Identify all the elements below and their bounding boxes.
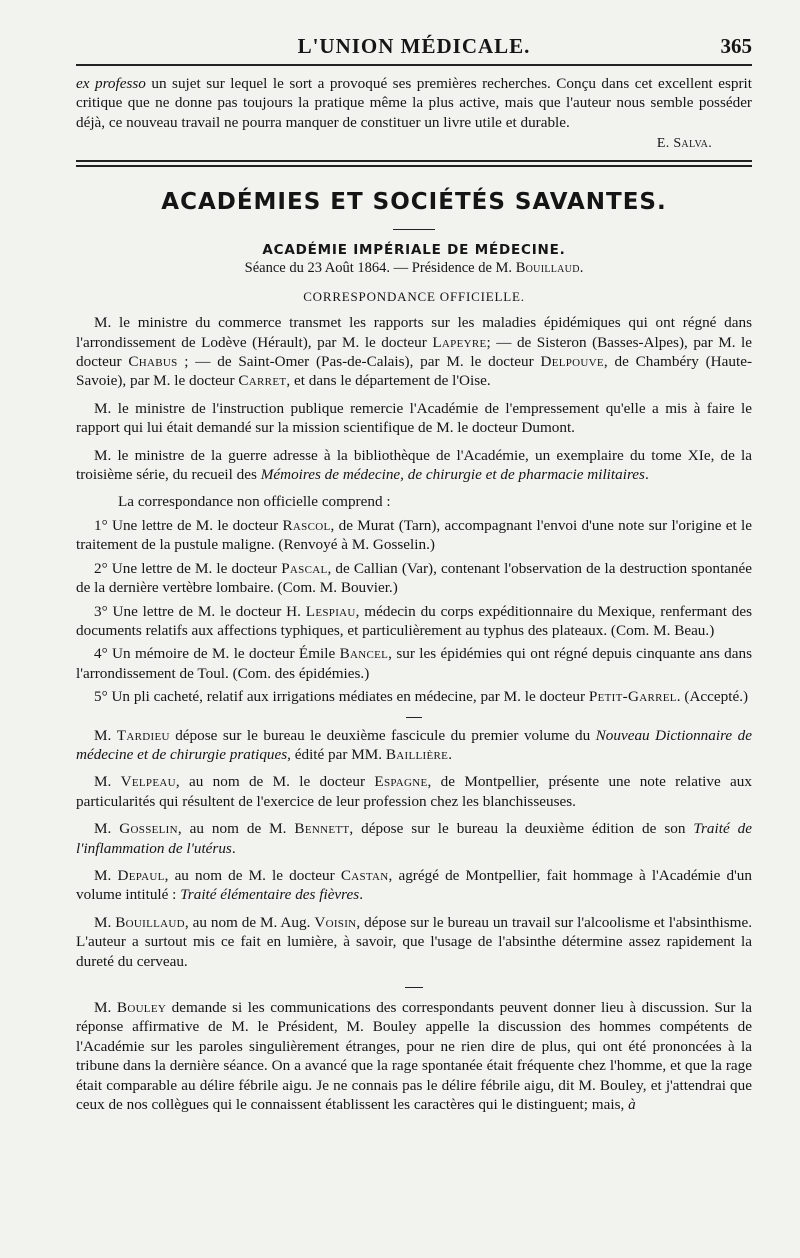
section-double-rule bbox=[76, 160, 752, 167]
text: , de Callian (Var), contenant l'observation de la destruction spontanée de la dernière vertèbre lombaire. (Com. M. Bouvier.) bbox=[76, 559, 752, 597]
text: 5° Un pli cacheté, relatif aux irrigations médiates en médecine, par M. le docteur bbox=[94, 688, 589, 706]
text: M. le ministre du commerce transmet les rapports sur les maladies épidémiques qui ont régné dans l'arrondissement de Lodève (Hérault), par M. le docteur bbox=[76, 314, 752, 351]
person-name: Carret bbox=[238, 372, 287, 390]
unofficial-item-1 bbox=[76, 516, 752, 555]
text: . (Accepté.) bbox=[676, 688, 749, 706]
italic-title: Traité de l'inflammation de l'utérus bbox=[76, 820, 752, 857]
session-line bbox=[76, 260, 752, 277]
text: . bbox=[231, 839, 236, 857]
person-name: Velpeau bbox=[120, 773, 176, 791]
text: , de Murat (Tarn), accompagnant l'envoi d'une note sur l'origine et le traitement de la pustule maligne. (Renvoyé à M. Gosselin.) bbox=[76, 516, 752, 554]
presentation-4 bbox=[76, 866, 752, 905]
unofficial-item-4 bbox=[76, 644, 752, 683]
text: , dépose sur le bureau un travail sur l'alcoolisme et l'absinthisme. L'auteur a surtout mis ce fait en lumière, à savoir, que l'usage de l'absinthe détermine assez rapidement la dureté du cerveau. bbox=[76, 913, 753, 970]
text: , édité par MM. bbox=[287, 745, 386, 763]
session-text: Séance du 23 Août 1864. — Présidence de M. bbox=[244, 260, 516, 277]
italic-title: Traité élémentaire des fièvres bbox=[180, 886, 360, 904]
text: , sur les épidémies qui ont régné depuis cinquante ans dans l'arrondissement de Toul. (Com. des épidémies.) bbox=[76, 645, 752, 682]
person-name: Depaul bbox=[117, 866, 165, 884]
correspondence-heading: CORRESPONDANCE OFFICIELLE. bbox=[303, 289, 525, 305]
person-name: Delpouve bbox=[540, 353, 604, 371]
presentation-3 bbox=[76, 819, 752, 858]
text: . bbox=[644, 466, 649, 484]
page-number: 365 bbox=[720, 34, 752, 58]
unofficial-item-3 bbox=[76, 602, 752, 641]
text: , au nom de M. bbox=[177, 820, 295, 838]
text: , au nom de M. le docteur bbox=[164, 866, 341, 884]
session-end: . bbox=[579, 260, 584, 277]
text: M. bbox=[94, 866, 118, 884]
text: M. bbox=[94, 999, 117, 1016]
short-rule bbox=[393, 229, 435, 230]
president-name: Bouillaud bbox=[515, 260, 580, 277]
text: M. bbox=[94, 820, 120, 838]
unofficial-item-2 bbox=[76, 559, 752, 598]
presentation-2 bbox=[76, 772, 752, 811]
person-name: Bouillaud bbox=[115, 913, 185, 931]
text: 4° Un mémoire de M. le docteur Émile bbox=[94, 645, 340, 663]
separator-dash bbox=[406, 717, 422, 718]
text: , au nom de M. Aug. bbox=[184, 913, 315, 931]
person-name: Bouley bbox=[116, 999, 167, 1016]
person-name: Pascal bbox=[281, 559, 328, 577]
person-name: Lapeyre bbox=[432, 333, 487, 351]
presentation-1 bbox=[76, 726, 752, 765]
author-signature: E. Salva. bbox=[656, 136, 712, 152]
text: M. bbox=[94, 773, 121, 791]
person-name: Tardieu bbox=[116, 726, 170, 744]
official-paragraph-2: M. le ministre de l'instruction publique remercie l'Académie de l'empressement qu'elle a mis à faire le rapport qui lui était demandé sur la mission scientifique de M. le docteur Dumont. bbox=[76, 399, 752, 437]
presentation-5 bbox=[76, 913, 752, 971]
text: 1° Une lettre de M. le docteur bbox=[94, 516, 283, 534]
text: , médecin du corps expéditionnaire du Mexique, renfermant des documents relatifs aux affections typhiques, et particulièrement au typhus des plateaux. (Com. M. Beau.) bbox=[76, 602, 752, 639]
academy-heading: ACADÉMIE IMPÉRIALE DE MÉDECINE. bbox=[262, 242, 566, 259]
person-name: Voisin bbox=[314, 913, 357, 931]
text: M. le ministre de la guerre adresse à la bibliothèque de l'Académie, un exemplaire du tome XIe, de la troisième série, du recueil des bbox=[76, 446, 752, 484]
paragraph-text: un sujet sur lequel le sort a provoqué ses premières recherches. Conçu dans cet excellent esprit critique que ne donne pas toujours la pratique même la plus active, mais que l'auteur nous semble posséder déjà, ce nouveau travail ne pourra manquer de constituer un livre utile et durable. bbox=[76, 75, 752, 131]
text: , de Montpellier, présente une note relative aux particularités qui résultent de l'exercice de leur profession chez les blanchisseuses. bbox=[76, 773, 752, 810]
text: 3° Une lettre de M. le docteur H. bbox=[94, 602, 306, 620]
person-name: Rascol bbox=[282, 516, 331, 534]
text: ; — de Sisteron (Basses-Alpes), par M. le docteur bbox=[76, 333, 752, 371]
page-header bbox=[76, 26, 752, 60]
italic-title: Mémoires de médecine, de chirurgie et de pharmacie militaires bbox=[260, 466, 645, 484]
text: , au nom de M. le docteur bbox=[175, 773, 375, 791]
text: , et dans le département de l'Oise. bbox=[286, 372, 491, 390]
running-title: L'UNION MÉDICALE. bbox=[297, 34, 531, 58]
text: . bbox=[448, 745, 452, 763]
italic-word: à bbox=[628, 1096, 636, 1114]
text: . bbox=[359, 886, 363, 904]
italic-phrase: ex professo bbox=[76, 75, 146, 92]
section-title: ACADÉMIES ET SOCIÉTÉS SAVANTES. bbox=[161, 189, 667, 216]
text: 2° Une lettre de M. le docteur bbox=[94, 559, 282, 577]
text: demande si les communications des correspondants peuvent donner lieu à discussion. Sur la réponse affirmative de M. le Président, M. Bouley appelle la discussion des hommes compétents de l'Académie sur les paroles singulièrement étranges, pour ne rien dire de plus, qui ont été prononcées à la tribune dans la dernière séance. On a avancé que la rage spontanée était fréquente chez l'homme, et que la rage était comparable au délire fébrile aigu. Je ne connais pas le délire fébrile aigu, dit M. Bouley, et j'attendrai que ceux de nos collègues qui le connaissent établissent les caractères qui le distinguent; mais, bbox=[76, 999, 752, 1114]
separator-dash bbox=[405, 987, 423, 988]
text: , de Chambéry (Haute-Savoie), par M. le docteur bbox=[76, 353, 752, 390]
official-paragraph-1 bbox=[76, 313, 752, 391]
text: M. bbox=[94, 913, 116, 931]
person-name: Lespiau bbox=[305, 602, 356, 620]
text: dépose sur le bureau le deuxième fascicule du premier volume du bbox=[169, 726, 596, 744]
text: , dépose sur le bureau la deuxième édition de son bbox=[349, 820, 694, 838]
text: , agrégé de Montpellier, fait hommage à l'Académie d'un volume intitulé : bbox=[76, 866, 752, 904]
official-paragraph-3 bbox=[76, 446, 752, 485]
review-closing-paragraph bbox=[76, 74, 752, 132]
person-name: Bennett bbox=[294, 820, 350, 838]
person-name: Petit-Garrel bbox=[588, 688, 677, 706]
person-name: Bancel bbox=[339, 645, 389, 663]
discussion-paragraph bbox=[76, 998, 752, 1114]
person-name: Castan bbox=[340, 866, 389, 884]
unofficial-item-5 bbox=[76, 687, 752, 706]
unofficial-intro: La correspondance non officielle comprend : bbox=[118, 493, 391, 511]
italic-title: Nouveau Dictionnaire de médecine et de chirurgie pratiques bbox=[76, 726, 752, 763]
person-name: Espagne bbox=[374, 773, 428, 791]
person-name: Chabus bbox=[128, 353, 178, 371]
text: M. bbox=[94, 726, 117, 744]
person-name: Baillière bbox=[385, 745, 449, 763]
text: ; — de Saint-Omer (Pas-de-Calais), par M. le docteur bbox=[177, 353, 541, 371]
person-name: Gosselin bbox=[119, 820, 178, 838]
